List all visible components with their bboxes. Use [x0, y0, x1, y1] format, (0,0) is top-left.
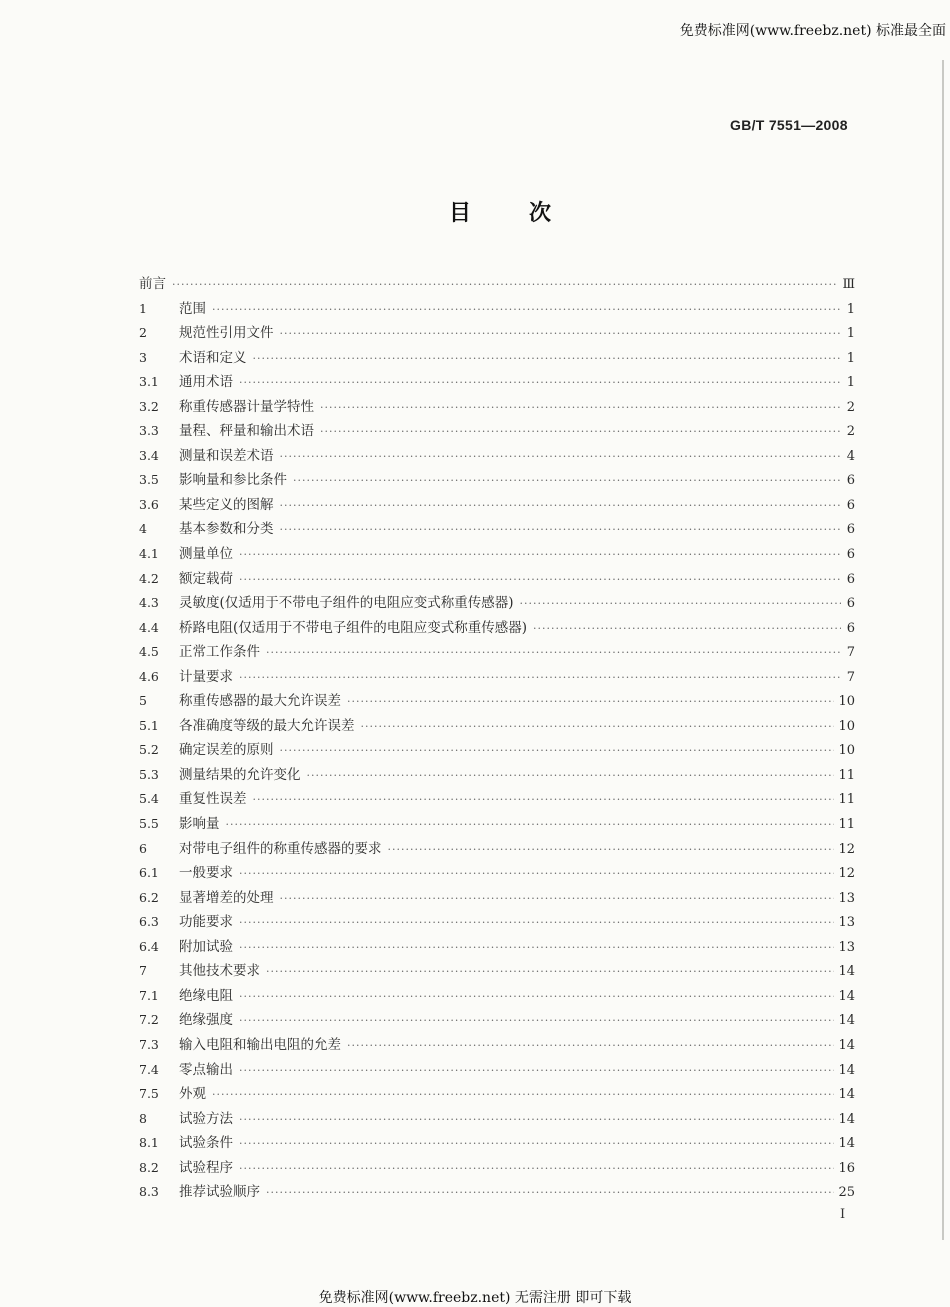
toc-entry[interactable] [139, 1107, 855, 1132]
toc-dot-leader [239, 1132, 834, 1157]
toc-entry-label: 额定载荷 [179, 570, 233, 587]
toc-entry-number: 3.4 [139, 447, 159, 463]
toc-entry-label: 各准确度等级的最大允许误差 [179, 717, 355, 734]
toc-entry-page: 14 [838, 964, 855, 980]
toc-entry-label: 量程、秤量和输出术语 [179, 423, 314, 440]
toc-dot-leader [520, 592, 841, 617]
toc-dot-leader [280, 887, 835, 912]
toc-entry-page: 1 [846, 326, 855, 342]
toc-entry[interactable] [139, 542, 855, 567]
toc-entry-page: 11 [838, 767, 855, 783]
toc-entry-label: 某些定义的图解 [179, 496, 274, 513]
toc-dot-leader [239, 543, 841, 568]
toc-entry-page: 1 [846, 301, 855, 317]
toc-entry-number: 6 [139, 840, 147, 856]
toc-dot-leader [239, 371, 841, 396]
toc-dot-leader [239, 1108, 834, 1133]
toc-entry[interactable] [139, 665, 855, 690]
toc-entry[interactable] [139, 787, 855, 812]
toc-entry-number: 5.4 [139, 791, 159, 807]
toc-entry-number: 5.5 [139, 816, 159, 832]
toc-entry-label: 输入电阻和输出电阻的允差 [179, 1036, 341, 1053]
toc-entry[interactable] [139, 297, 855, 322]
toc-dot-leader [280, 494, 842, 519]
toc-entry[interactable] [139, 1008, 855, 1033]
toc-dot-leader [239, 1157, 834, 1182]
toc-entry-label: 外观 [179, 1086, 206, 1103]
toc-entry-number: 4.1 [139, 546, 159, 562]
toc-entry-number: 8.1 [139, 1135, 159, 1151]
toc-entry-page: 13 [838, 915, 855, 931]
toc-entry[interactable] [139, 935, 855, 960]
toc-entry-number: 7 [139, 963, 147, 979]
toc-entry-number: 5 [139, 693, 147, 709]
toc-entry-label: 影响量 [179, 816, 220, 833]
toc-entry[interactable] [139, 1033, 855, 1058]
toc-entry-label: 术语和定义 [179, 349, 247, 366]
toc-entry-label: 确定误差的原则 [179, 742, 274, 759]
toc-dot-leader [239, 1059, 834, 1084]
toc-entry-page: 11 [838, 817, 855, 833]
toc-entry-page: 13 [838, 939, 855, 955]
toc-dot-leader [361, 715, 835, 740]
toc-entry[interactable] [139, 616, 855, 641]
toc-entry-page: 12 [838, 841, 855, 857]
toc-entry-page: 12 [838, 866, 855, 882]
toc-entry-label: 试验方法 [179, 1110, 233, 1127]
toc-entry-label: 绝缘电阻 [179, 987, 233, 1004]
toc-entry-label: 称重传感器计量学特性 [179, 398, 314, 415]
toc-entry-page: 10 [838, 718, 855, 734]
toc-dot-leader [266, 960, 834, 985]
toc-entry-label: 桥路电阻(仅适用于不带电子组件的电阻应变式称重传感器) [179, 619, 528, 636]
toc-entry-number: 3 [139, 349, 147, 365]
standard-code: GB/T 7551—2008 [730, 117, 848, 133]
toc-entry-number: 3.5 [139, 472, 159, 488]
toc-entry-number: 8 [139, 1110, 147, 1126]
toc-entry-page: 6 [846, 473, 855, 489]
toc-entry-label: 规范性引用文件 [179, 325, 274, 342]
toc-entry-label: 测量结果的允许变化 [179, 766, 301, 783]
toc-entry-number: 4.4 [139, 619, 159, 635]
toc-entry-page: 4 [846, 448, 855, 464]
toc-entry-page: 14 [838, 1136, 855, 1152]
toc-entry-number: 4.3 [139, 595, 159, 611]
toc-entry[interactable] [139, 1156, 855, 1181]
toc-dot-leader [347, 1034, 834, 1059]
toc-entry-page: 6 [846, 620, 855, 636]
toc-entry[interactable] [139, 468, 855, 493]
toc-entry-label: 通用术语 [179, 374, 233, 391]
toc-entry-label: 计量要求 [179, 668, 233, 685]
toc-entry-label: 重复性误差 [179, 791, 247, 808]
toc-entry-page: 14 [838, 1037, 855, 1053]
toc-entry-page: 13 [838, 890, 855, 906]
toc-entry-page: 2 [846, 399, 855, 415]
toc-dot-leader [239, 911, 834, 936]
toc-entry-number: 4.6 [139, 668, 159, 684]
toc-entry-number: 3.3 [139, 423, 159, 439]
toc-entry-label: 范围 [179, 300, 206, 317]
toc-entry-page: 6 [846, 596, 855, 612]
toc-entry-number: 3.2 [139, 398, 159, 414]
toc-entry-label: 影响量和参比条件 [179, 472, 287, 489]
toc-entry[interactable] [139, 419, 855, 444]
toc-entry-label: 测量单位 [179, 546, 233, 563]
toc-entry-label: 零点输出 [179, 1061, 233, 1078]
toc-dot-leader [533, 617, 841, 642]
toc-entry[interactable] [139, 714, 855, 739]
watermark-top: 免费标准网(www.freebz.net) 标准最全面 [679, 23, 946, 39]
toc-entry-label: 功能要求 [179, 914, 233, 931]
toc-entry-number: 6.3 [139, 914, 159, 930]
toc-dot-leader [239, 985, 834, 1010]
toc-entry[interactable] [139, 493, 855, 518]
toc-entry-page: 1 [846, 350, 855, 366]
toc-entry[interactable] [139, 1180, 855, 1205]
toc-entry-number: 7.2 [139, 1012, 159, 1028]
toc-dot-leader [266, 1181, 834, 1206]
toc-entry[interactable] [139, 321, 855, 346]
toc-entry[interactable] [139, 959, 855, 984]
toc-entry-label: 显著增差的处理 [179, 889, 274, 906]
toc-entry-label: 称重传感器的最大允许误差 [179, 693, 341, 710]
toc-dot-leader [239, 568, 841, 593]
toc-entry[interactable] [139, 910, 855, 935]
toc-entry-number: 7.5 [139, 1086, 159, 1102]
toc-entry-page: 2 [846, 424, 855, 440]
toc-entry[interactable] [139, 886, 855, 911]
toc-entry-page: 10 [838, 743, 855, 759]
toc-entry-number: 4.2 [139, 570, 159, 586]
toc-dot-leader [280, 322, 842, 347]
toc-entry-page: 6 [846, 571, 855, 587]
toc-dot-leader [212, 298, 841, 323]
toc-entry[interactable] [139, 1131, 855, 1156]
toc-entry-number: 2 [139, 325, 147, 341]
toc-entry[interactable] [139, 689, 855, 714]
toc-entry-label: 对带电子组件的称重传感器的要求 [179, 840, 382, 857]
toc-entry-label: 基本参数和分类 [179, 521, 274, 538]
toc-entry-label: 绝缘强度 [179, 1012, 233, 1029]
watermark-bottom: 免费标准网(www.freebz.net) 无需注册 即可下载 [318, 1290, 632, 1306]
toc-entry-page: 16 [838, 1160, 855, 1176]
toc-entry[interactable] [139, 517, 855, 542]
toc-dot-leader [239, 666, 841, 691]
toc-entry-label: 一般要求 [179, 865, 233, 882]
toc-title: 目次 [449, 200, 610, 226]
toc-entry[interactable] [139, 444, 855, 469]
toc-entry[interactable] [139, 640, 855, 665]
toc-dot-leader [388, 838, 835, 863]
toc-entry-page: 14 [838, 988, 855, 1004]
toc-entry[interactable] [139, 370, 855, 395]
toc-entry[interactable] [139, 1082, 855, 1107]
toc-entry-number: 6.2 [139, 889, 159, 905]
toc-entry[interactable] [139, 272, 855, 297]
toc-entry-number: 4.5 [139, 644, 159, 660]
toc-entry-page: 7 [846, 645, 855, 661]
toc-entry-label: 其他技术要求 [179, 963, 260, 980]
toc-entry-page: 7 [846, 669, 855, 685]
toc-dot-leader [226, 813, 835, 838]
toc-entry-page: 14 [838, 1062, 855, 1078]
toc-entry[interactable] [139, 837, 855, 862]
toc-entry-number: 3.1 [139, 374, 159, 390]
toc-entry-number: 7.4 [139, 1061, 159, 1077]
toc-entry-label: 灵敏度(仅适用于不带电子组件的电阻应变式称重传感器) [179, 595, 514, 612]
toc-entry-label: 附加试验 [179, 938, 233, 955]
toc-entry[interactable] [139, 861, 855, 886]
toc-dot-leader [253, 788, 835, 813]
page-number: I [840, 1207, 846, 1222]
toc-entry-page: 6 [846, 497, 855, 513]
toc-dot-leader [172, 273, 838, 298]
toc-entry-label: 推荐试验顺序 [179, 1184, 260, 1201]
toc-entry[interactable] [139, 395, 855, 420]
toc-dot-leader [239, 862, 834, 887]
toc-entry-label: 测量和误差术语 [179, 447, 274, 464]
toc-entry-page: 6 [846, 547, 855, 563]
toc-entry-label: 正常工作条件 [179, 644, 260, 661]
toc-dot-leader [253, 347, 842, 372]
toc-entry-number: 4 [139, 521, 147, 537]
page-edge-line [942, 60, 944, 1240]
toc-entry-page: 11 [838, 792, 855, 808]
toc-entry-number: 8.2 [139, 1159, 159, 1175]
toc-dot-leader [239, 936, 834, 961]
toc-dot-leader [347, 690, 834, 715]
toc-dot-leader [266, 641, 841, 666]
toc-entry-number: 7.1 [139, 987, 159, 1003]
toc-dot-leader [293, 469, 841, 494]
toc-entry-page: 10 [838, 694, 855, 710]
toc-entry-page: 14 [838, 1087, 855, 1103]
toc-dot-leader [239, 1009, 834, 1034]
table-of-contents [139, 272, 855, 1205]
toc-entry-number: 6.1 [139, 865, 159, 881]
toc-entry-number: 3.6 [139, 496, 159, 512]
toc-entry-number: 5.1 [139, 717, 159, 733]
toc-entry[interactable] [139, 812, 855, 837]
toc-entry-number: 5.2 [139, 742, 159, 758]
toc-entry-page: 25 [838, 1185, 855, 1201]
toc-dot-leader [212, 1083, 834, 1108]
toc-entry-number: 5.3 [139, 766, 159, 782]
toc-dot-leader [280, 739, 835, 764]
toc-entry-page: 1 [846, 375, 855, 391]
toc-dot-leader [280, 445, 842, 470]
toc-entry-page: Ⅲ [842, 277, 855, 292]
toc-entry-page: 6 [846, 522, 855, 538]
toc-entry[interactable] [139, 591, 855, 616]
toc-dot-leader [320, 420, 841, 445]
toc-entry-number: 1 [139, 300, 147, 316]
toc-entry[interactable] [139, 738, 855, 763]
toc-entry-number: 8.3 [139, 1184, 159, 1200]
toc-entry-label: 前言 [139, 276, 166, 292]
toc-entry[interactable] [139, 567, 855, 592]
toc-entry[interactable] [139, 1058, 855, 1083]
toc-dot-leader [320, 396, 841, 421]
toc-entry-label: 试验条件 [179, 1135, 233, 1152]
toc-entry[interactable] [139, 763, 855, 788]
toc-entry[interactable] [139, 346, 855, 371]
toc-entry-page: 14 [838, 1111, 855, 1127]
toc-dot-leader [280, 518, 842, 543]
toc-entry-label: 试验程序 [179, 1159, 233, 1176]
toc-entry-number: 7.3 [139, 1036, 159, 1052]
toc-entry-number: 6.4 [139, 938, 159, 954]
toc-dot-leader [307, 764, 835, 789]
toc-entry-page: 14 [838, 1013, 855, 1029]
toc-entry[interactable] [139, 984, 855, 1009]
